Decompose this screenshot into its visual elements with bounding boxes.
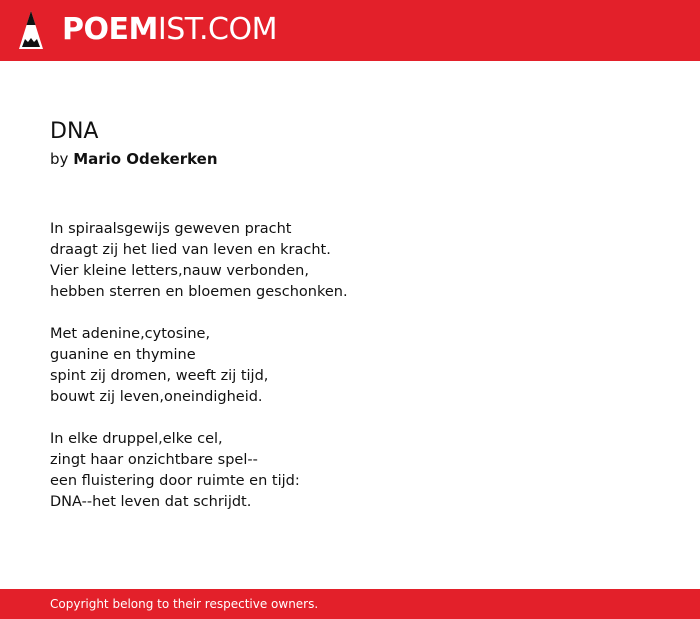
- poem-stanza: [50, 429, 650, 513]
- poem-stanza: [50, 324, 650, 408]
- pencil-tip-icon[interactable]: [18, 9, 44, 51]
- site-header: [0, 0, 700, 61]
- poem-line: hebben sterren en bloemen geschonken.: [50, 284, 348, 300]
- copyright-notice: Copyright belong to their respective owners.: [50, 597, 319, 611]
- poem-line: spint zij dromen, weeft zij tijd,: [50, 368, 269, 384]
- poem-line: bouwt zij leven,oneindigheid.: [50, 389, 263, 405]
- poem-body: [50, 219, 650, 534]
- poem-line: In spiraalsgewijs geweven pracht: [50, 221, 292, 237]
- poem-line: draagt zij het lied van leven en kracht.: [50, 242, 331, 258]
- by-label: by: [50, 150, 69, 168]
- poem-line: DNA--het leven dat schrijdt.: [50, 494, 252, 510]
- site-logo[interactable]: [62, 12, 277, 48]
- poem-line: een fluistering door ruimte en tijd:: [50, 473, 300, 489]
- poem-line: Met adenine,cytosine,: [50, 326, 211, 342]
- logo-bold-part: POEM: [62, 12, 158, 47]
- poem-title: DNA: [50, 119, 99, 144]
- logo-light-part: IST.COM: [157, 12, 277, 47]
- poem-line: zingt haar onzichtbare spel--: [50, 452, 258, 468]
- poem-line: In elke druppel,elke cel,: [50, 431, 223, 447]
- poem-byline: [50, 149, 218, 169]
- poem-line: Vier kleine letters,nauw verbonden,: [50, 263, 309, 279]
- poem-stanza: [50, 219, 650, 303]
- poem-author: Mario Odekerken: [73, 150, 218, 168]
- site-footer: [0, 589, 700, 619]
- poem-line: guanine en thymine: [50, 347, 196, 363]
